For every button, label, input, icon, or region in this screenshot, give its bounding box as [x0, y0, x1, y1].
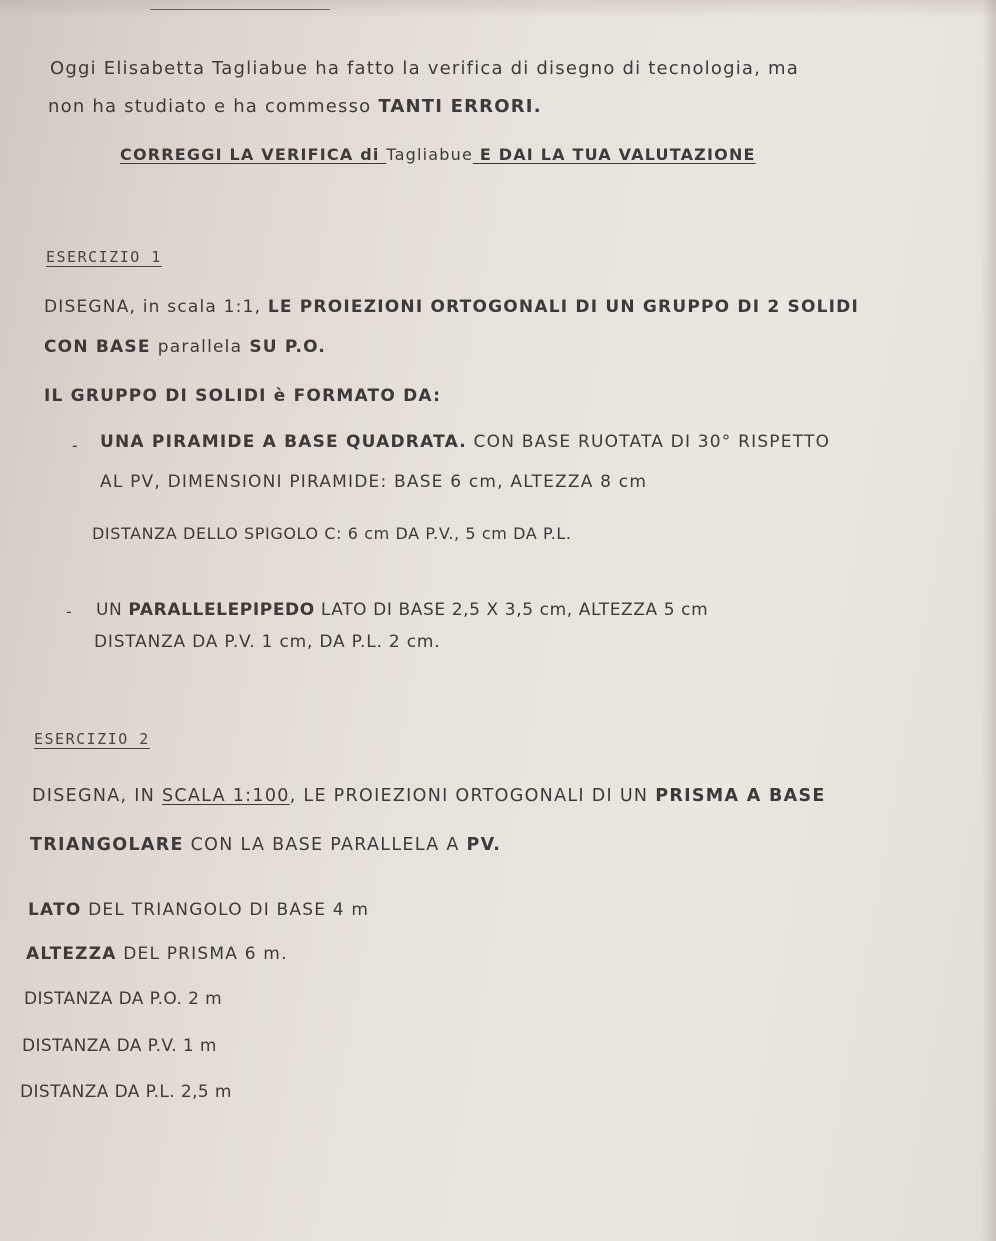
exercise2-text-1a: DISEGNA, IN [32, 786, 162, 806]
exercise2-triangular: TRIANGOLARE [30, 835, 184, 855]
exercise1-text-2c: SU P.O. [242, 337, 327, 357]
distance-pv-text: DISTANZA DA P.V. 1 m [22, 1036, 217, 1056]
exercise1-group-title [44, 386, 441, 406]
exercise1-item2-line-2 [94, 632, 440, 652]
exercise1-heading [46, 248, 162, 266]
lato-label: LATO [28, 900, 82, 920]
exercise2-lato [28, 900, 369, 920]
page-edge-shadow [982, 0, 996, 1241]
exercise2-altezza [26, 944, 288, 964]
intro-text-1: Oggi Elisabetta Tagliabue ha fatto la verifica di disegno di tecnologia, ma [50, 58, 799, 79]
lato-value: DEL TRIANGOLO DI BASE 4 m [81, 900, 370, 920]
exercise2-line-2 [30, 835, 501, 855]
exercise1-text-1b: LE PROIEZIONI ORTOGONALI DI UN GRUPPO DI 2 SOLIDI [267, 297, 860, 317]
exercise2-heading-text: ESERCIZIO 2 [34, 730, 150, 748]
intro-line-2 [48, 96, 542, 117]
distance-pl-text: DISTANZA DA P.L. 2,5 m [20, 1082, 232, 1102]
box-distances: DISTANZA DA P.V. 1 cm, DA P.L. 2 cm. [94, 632, 441, 652]
exercise2-scale: SCALA 1:100 [161, 786, 290, 806]
bullet-dash-2: - [66, 602, 72, 621]
exercise1-text-2a: CON BASE [44, 337, 158, 357]
box-label: PARALLELEPIPEDO [128, 600, 315, 620]
instruction-text-a: CORREGGI LA VERIFICA di [120, 145, 387, 164]
box-dimensions: LATO DI BASE 2,5 X 3,5 cm, ALTEZZA 5 cm [314, 600, 709, 620]
instruction-name: Tagliabue [386, 145, 474, 164]
exercise2-distance-pl [20, 1082, 232, 1102]
pyramid-label: UNA PIRAMIDE A BASE QUADRATA. [100, 432, 467, 452]
name-blank-line [150, 9, 330, 10]
exercise1-line-1 [44, 297, 859, 317]
exercise1-item1-line-3 [92, 524, 572, 543]
instruction-text-b: E DAI LA TUA VALUTAZIONE [473, 145, 756, 164]
altezza-label: ALTEZZA [26, 944, 117, 964]
exercise1-text-1a: DISEGNA, in scala 1:1, [44, 297, 268, 317]
pyramid-edge-distance: DISTANZA DELLO SPIGOLO C: 6 cm DA P.V., 5 cm DA P.L. [92, 524, 572, 543]
exercise2-text-2b: CON LA BASE PARALLELA A [183, 835, 467, 855]
instruction-line [120, 145, 756, 164]
altezza-value: DEL PRISMA 6 m. [116, 944, 288, 964]
exercise1-text-2b: parallela [157, 337, 243, 357]
intro-line-1 [50, 58, 799, 79]
exercise1-line-2 [44, 337, 326, 357]
distance-po-text: DISTANZA DA P.O. 2 m [24, 989, 223, 1009]
exercise2-heading [34, 730, 150, 748]
exercise1-item1-line-2 [100, 472, 647, 492]
pyramid-rotation: CON BASE RUOTATA DI 30° RISPETTO [466, 432, 831, 452]
exercise2-distance-po [24, 989, 222, 1009]
exercise1-group-title-text: IL GRUPPO DI SOLIDI è FORMATO DA: [44, 386, 442, 406]
pyramid-dimensions: AL PV, DIMENSIONI PIRAMIDE: BASE 6 cm, ALTEZZA 8 cm [100, 472, 648, 492]
exercise1-heading-text: ESERCIZIO 1 [46, 248, 162, 266]
exercise2-pv: PV. [466, 835, 502, 855]
intro-errors-emphasis: TANTI ERRORI. [378, 96, 542, 117]
exercise2-distance-pv [22, 1036, 217, 1056]
exercise2-line-1 [32, 786, 826, 806]
exercise2-prism-label: PRISMA A BASE [655, 786, 826, 806]
intro-text-2: non ha studiato e ha commesso [48, 96, 379, 117]
exercise1-item2-line-1 [96, 600, 708, 620]
box-article: UN [96, 600, 129, 620]
exercise2-text-1b: , LE PROIEZIONI ORTOGONALI DI UN [289, 786, 656, 806]
bullet-dash-1: - [72, 436, 78, 455]
exercise1-item1-line-1 [100, 432, 830, 452]
